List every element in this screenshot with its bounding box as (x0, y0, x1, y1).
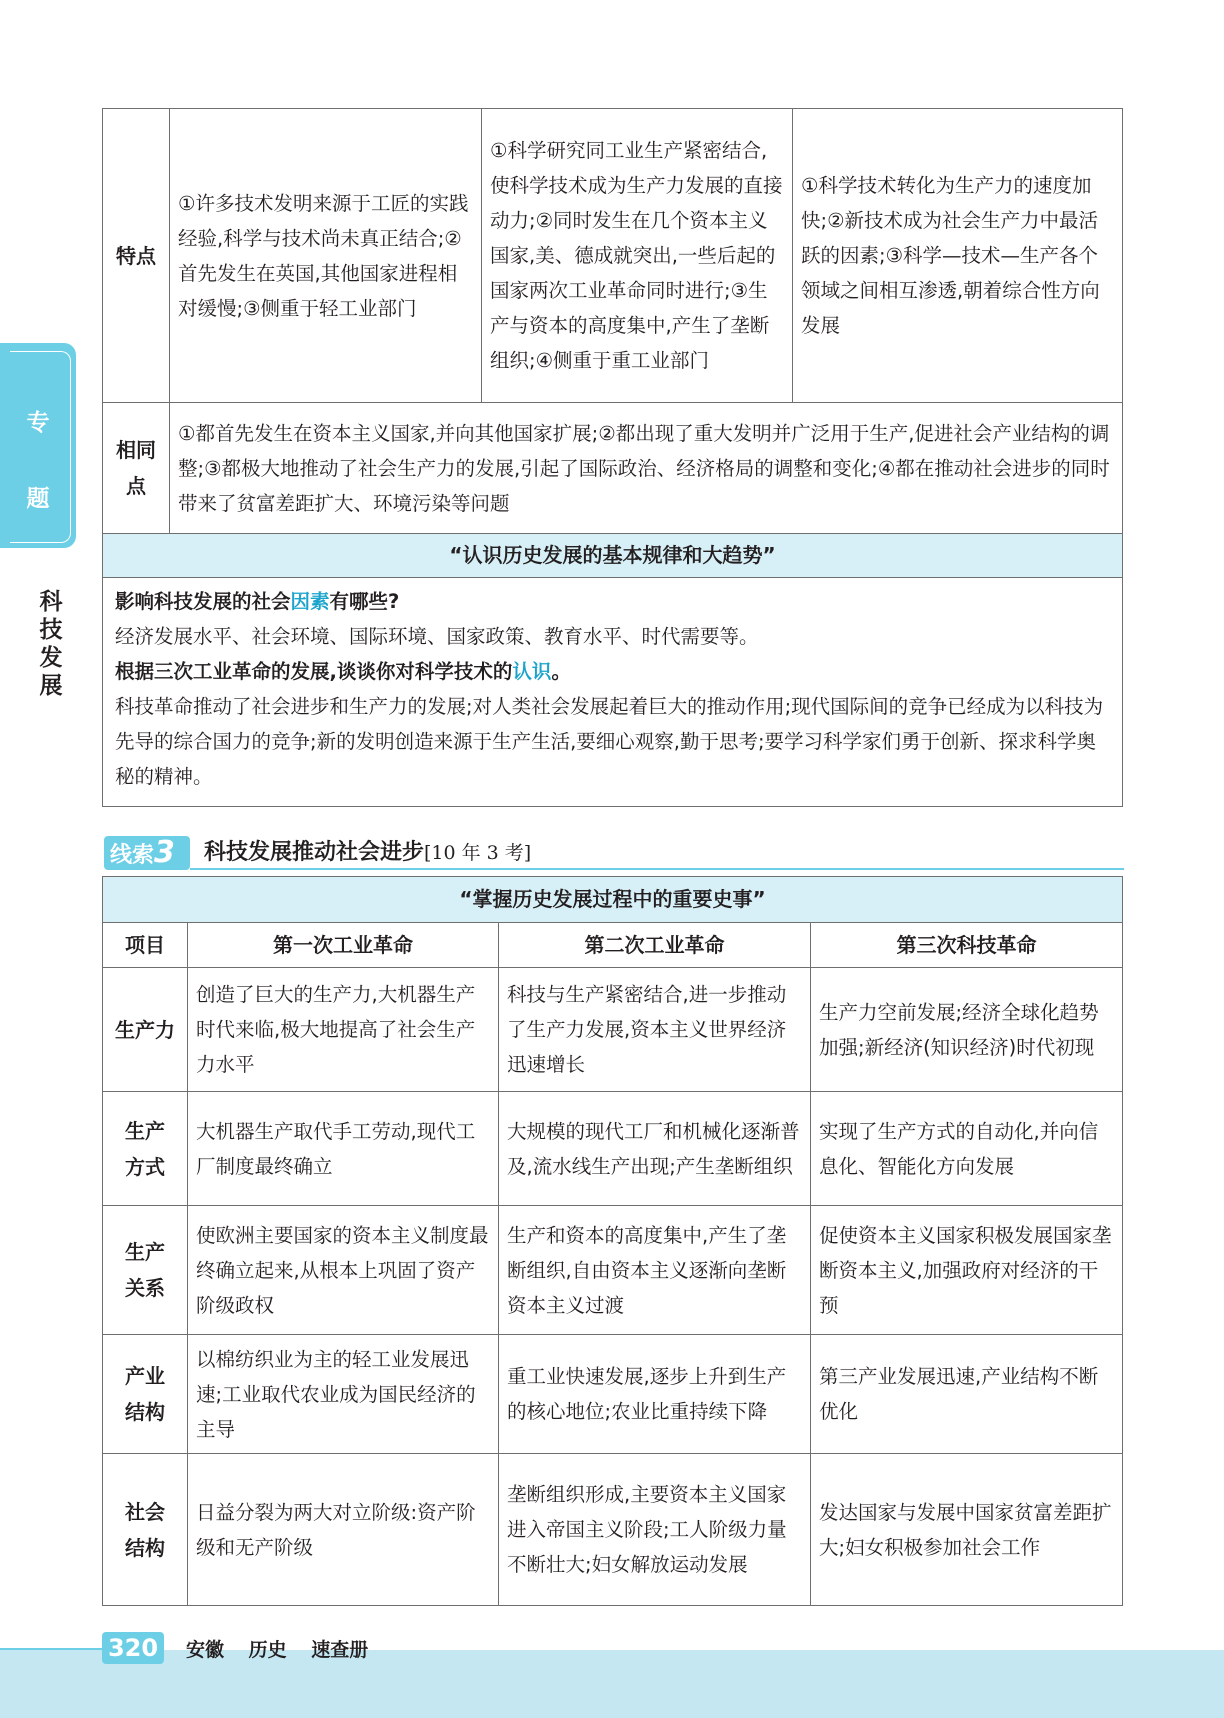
header-second-revolution: 第二次工业革命 (499, 923, 811, 968)
clue-tag (104, 836, 190, 870)
table-row-banner-2 (103, 877, 1123, 923)
row-label-text: 生产关系 (125, 1240, 165, 1300)
question-2-suffix: 。 (551, 660, 571, 683)
row-label-text: 生产方式 (125, 1118, 165, 1179)
side-tab-char: 专 (26, 410, 50, 436)
table-row-qa (103, 578, 1123, 807)
footer-band (0, 1650, 1224, 1718)
features-second-revolution: ①科学研究同工业生产紧密结合,使科学技术成为生产力发展的直接动力;②同时发生在几个资本主义国家,美、德成就突出,一些后起的国家两次工业革命同时进行;③生产与资本的高度集中,产生了垄断组织;④侧重于重工业部门 (482, 109, 793, 403)
table-row (103, 1092, 1123, 1206)
question-1-highlight: 因素 (290, 590, 330, 613)
table-row (103, 1454, 1123, 1606)
side-subject-char: 技 (39, 617, 63, 643)
table-row (103, 1206, 1123, 1335)
footer-province: 安徽 (186, 1639, 225, 1661)
table-cell: 垄断组织形成,主要资本主义国家进入帝国主义阶段;工人阶级力量不断壮大;妇女解放运动发展 (499, 1454, 811, 1606)
question-2-highlight: 认识 (512, 660, 552, 683)
answer-1: 经济发展水平、社会环境、国际环境、国家政策、教育水平、时代需要等。 (115, 625, 759, 648)
answer-2: 科技革命推动了社会进步和生产力的发展;对人类社会发展起着巨大的推动作用;现代国际间的竞争已经成为以科技为先导的综合国力的竞争;新的发明创造来源于生产生活,要细心观察,勤于思考;要学习科学家们勇于创新、探求科学奥秘的精神。 (115, 695, 1104, 788)
table-row-similarities (103, 403, 1123, 534)
table-cell: 以棉纺织业为主的轻工业发展迅速;工业取代农业成为国民经济的主导 (188, 1335, 499, 1454)
table-cell: 生产和资本的高度集中,产生了垄断组织,自由资本主义逐渐向垄断资本主义过渡 (499, 1206, 811, 1335)
row-label-similarities (103, 403, 170, 534)
clue-underline (190, 868, 1124, 870)
table-cell: 日益分裂为两大对立阶级:资产阶级和无产阶级 (188, 1454, 499, 1606)
row-label-similarities-text: 相同点 (116, 438, 156, 498)
page-number: 320 (102, 1632, 164, 1664)
side-tab-label (0, 385, 76, 537)
table-cell: 发达国家与发展中国家贫富差距扩大;妇女积极参加社会工作 (811, 1454, 1123, 1606)
clue-exam-note: [10 年 3 考] (424, 842, 532, 864)
side-subject-char: 展 (39, 673, 63, 699)
table-cell: 创造了巨大的生产力,大机器生产时代来临,极大地提高了社会生产力水平 (188, 968, 499, 1092)
header-third-revolution: 第三次科技革命 (811, 923, 1123, 968)
table-cell: 使欧洲主要国家的资本主义制度最终确立起来,从根本上巩固了资产阶级政权 (188, 1206, 499, 1335)
row-label (103, 1206, 188, 1335)
table-cell: 促使资本主义国家积极发展国家垄断资本主义,加强政府对经济的干预 (811, 1206, 1123, 1335)
header-first-revolution: 第一次工业革命 (188, 923, 499, 968)
question-2-prefix: 根据三次工业革命的发展,谈谈你对科学技术的 (115, 660, 513, 683)
side-subject-char: 发 (39, 645, 63, 671)
table-row-banner (103, 534, 1123, 578)
question-1-prefix: 影响科技发展的社会 (115, 590, 291, 613)
row-label (103, 1092, 188, 1206)
table-row (103, 968, 1123, 1092)
footer-accent-line (0, 1648, 110, 1650)
row-label-features: 特点 (103, 109, 170, 403)
question-1 (115, 584, 1110, 619)
side-subject-label (36, 588, 66, 700)
banner-key-events: “掌握历史发展过程中的重要史事” (103, 877, 1123, 923)
table-cell: 第三产业发展迅速,产业结构不断优化 (811, 1335, 1123, 1454)
comparison-table-features (102, 108, 1123, 807)
features-first-revolution: ①许多技术发明来源于工匠的实践经验,科学与技术尚未真正结合;②首先发生在英国,其他国家进程相对缓慢;③侧重于轻工业部门 (170, 109, 482, 403)
table-cell: 大机器生产取代手工劳动,现代工厂制度最终确立 (188, 1092, 499, 1206)
question-1-suffix: 有哪些? (329, 590, 400, 613)
row-label-text: 产业结构 (125, 1364, 165, 1424)
side-tab-char: 题 (26, 486, 50, 512)
clue-title (204, 836, 531, 870)
table-row-features (103, 109, 1123, 403)
clue-tag-text: 线索 (110, 843, 155, 868)
table-cell: 科技与生产紧密结合,进一步推动了生产力发展,资本主义世界经济迅速增长 (499, 968, 811, 1092)
side-subject-char: 科 (39, 589, 63, 615)
comparison-table-impacts (102, 876, 1123, 1606)
clue-title-text: 科技发展推动社会进步 (204, 840, 425, 865)
row-label: 生产力 (103, 968, 188, 1092)
row-label (103, 1454, 188, 1606)
features-third-revolution: ①科学技术转化为生产力的速度加快;②新技术成为社会生产力中最活跃的因素;③科学—技术—生产各个领域之间相互渗透,朝着综合性方向发展 (793, 109, 1123, 403)
header-item: 项目 (103, 923, 188, 968)
clue-number: 3 (154, 835, 175, 870)
table-row (103, 1335, 1123, 1454)
row-label-text: 社会结构 (125, 1499, 165, 1560)
table-cell: 生产力空前发展;经济全球化趋势加强;新经济(知识经济)时代初现 (811, 968, 1123, 1092)
qa-block (103, 578, 1123, 807)
table-cell: 大规模的现代工厂和机械化逐渐普及,流水线生产出现;产生垄断组织 (499, 1092, 811, 1206)
table-cell: 实现了生产方式的自动化,并向信息化、智能化方向发展 (811, 1092, 1123, 1206)
table-cell: 重工业快速发展,逐步上升到生产的核心地位;农业比重持续下降 (499, 1335, 811, 1454)
similarities-text: ①都首先发生在资本主义国家,并向其他国家扩展;②都出现了重大发明并广泛用于生产,促进社会产业结构的调整;③都极大地推动了社会生产力的发展,引起了国际政治、经济格局的调整和变化;④都在推动社会进步的同时带来了贫富差距扩大、环境污染等问题 (170, 403, 1123, 534)
banner-understand-history: “认识历史发展的基本规律和大趋势” (103, 534, 1123, 578)
footer-subject: 历史 (248, 1639, 287, 1661)
question-2 (115, 654, 1110, 689)
footer-meta (186, 1634, 386, 1666)
footer-book: 速查册 (311, 1639, 369, 1661)
row-label (103, 1335, 188, 1454)
table-header-row (103, 923, 1123, 968)
